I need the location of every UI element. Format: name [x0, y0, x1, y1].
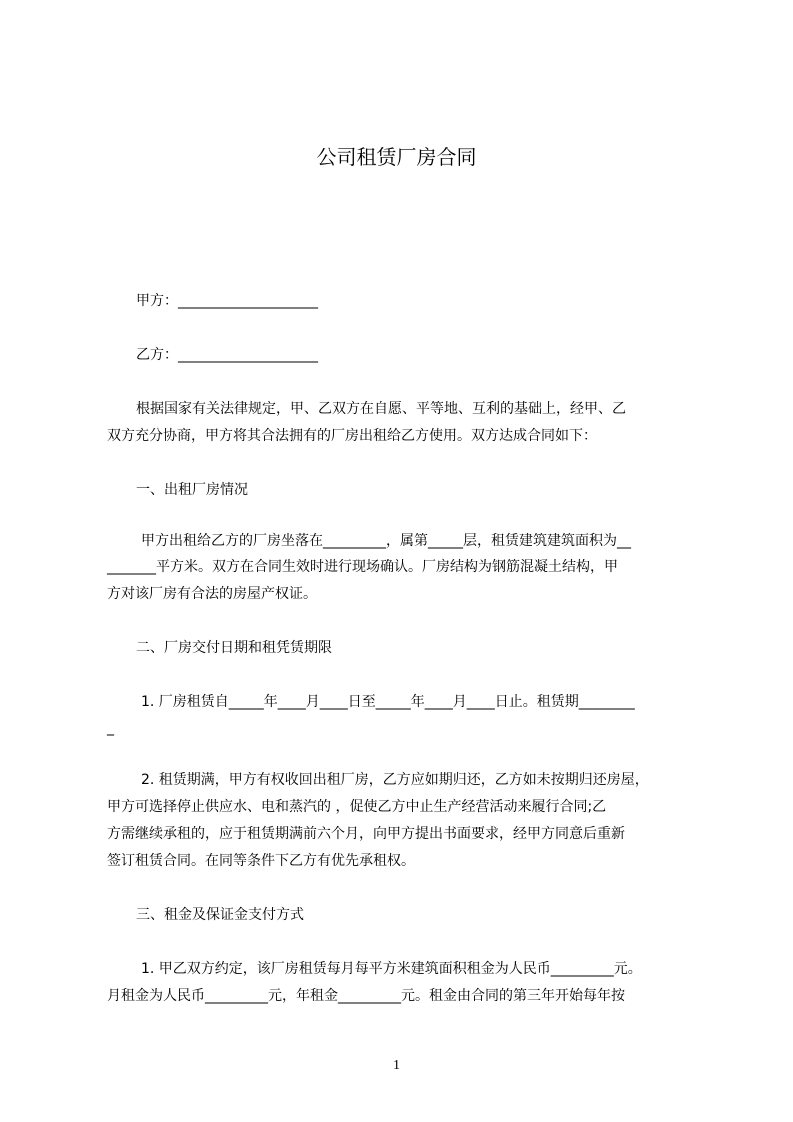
- section-2-item-2-line-3: 方需继续承租的，应于租赁期满前六个月，向甲方提出书面要求，经甲方同意后重新: [107, 826, 625, 842]
- section-2-item-1-line-2: _: [107, 720, 114, 736]
- section-1-line-3: 方对该厂房有合法的房屋产权证。: [107, 586, 317, 602]
- party-b-line: 乙方：____________________: [136, 347, 318, 363]
- section-2-heading: 二、厂房交付日期和租凭赁期限: [136, 640, 332, 656]
- section-1-line-1: 甲方出租给乙方的厂房坐落在_________，属第_____层，租赁建筑建筑面积为__: [141, 533, 631, 549]
- section-1-line-2: _______平方米。双方在合同生效时进行现场确认。厂房结构为钢筋混凝土结构，甲: [107, 559, 618, 575]
- section-2-item-1-line-1: 1. 厂房租赁自_____年____月____日至_____年____月____日止。租赁期________: [141, 694, 635, 710]
- section-2-item-2-line-4: 签订租赁合同。在同等条件下乙方有优先承租权。: [107, 853, 415, 869]
- section-3-item-1-line-2: 月租金为人民币_________元，年租金_________元。租金由合同的第三年开始每年按: [107, 988, 625, 1004]
- document-title: 公司租赁厂房合同: [316, 145, 477, 169]
- preamble-line-2: 双方充分协商，甲方将其合法拥有的厂房出租给乙方使用。双方达成合同如下：: [107, 428, 597, 444]
- preamble-line-1: 根据国家有关法律规定，甲、乙双方在自愿、平等地、互利的基础上，经甲、乙: [136, 401, 626, 417]
- section-3-heading: 三、租金及保证金支付方式: [136, 907, 304, 923]
- section-1-heading: 一、出租厂房情况: [136, 482, 248, 498]
- section-3-item-1-line-1: 1. 甲乙双方约定，该厂房租赁每月每平方米建筑面积租金为人民币_________元。: [141, 961, 642, 977]
- section-2-item-2-line-1: 2. 租赁期满，甲方有权收回出租厂房，乙方应如期归还，乙方如未按期归还房屋，: [141, 772, 649, 788]
- party-a-line: 甲方：____________________: [136, 293, 318, 309]
- page-number: 1: [393, 1058, 400, 1073]
- section-2-item-2-line-2: 甲方可选择停止供应水、电和蒸汽的 ，促使乙方中止生产经营活动来履行合同;乙: [107, 799, 607, 815]
